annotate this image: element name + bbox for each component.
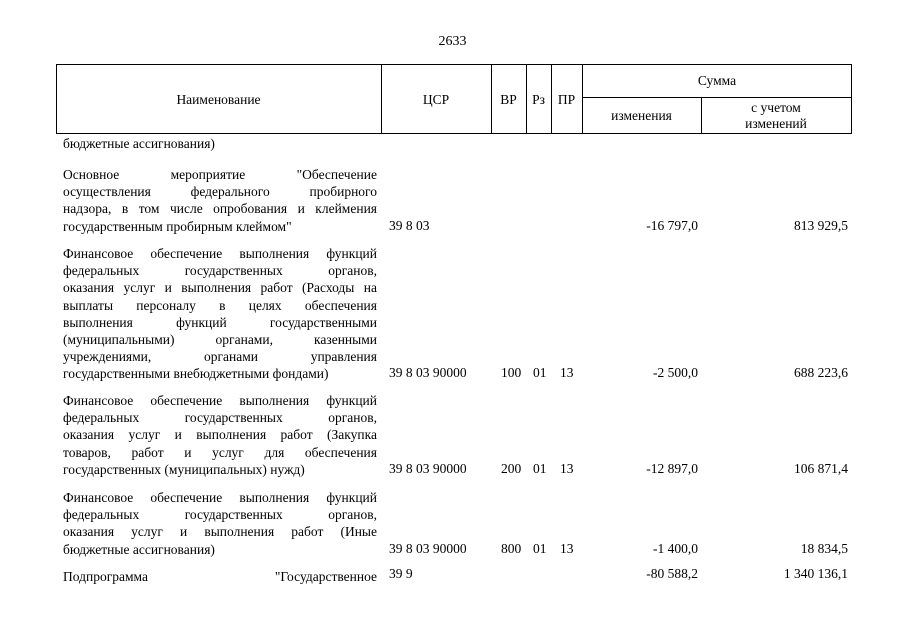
row-vr: 100: [501, 365, 522, 381]
row-name: [63, 489, 377, 558]
row-name-line: государственным пробирным клеймом": [63, 218, 292, 234]
row-name-line: оказания услуг и выполнения работ (Расходы на: [63, 280, 377, 296]
row-rz: 01: [533, 365, 547, 381]
row-name-line: Основное мероприятие "Обеспечение: [63, 167, 377, 182]
row-name: [63, 245, 377, 383]
header-bottom-border: [56, 133, 852, 134]
header-vr: ВР: [500, 92, 517, 107]
row-name-line: Финансовое обеспечение выполнения функций: [63, 393, 377, 408]
row-change: -80 588,2: [646, 566, 698, 581]
row-name-line: федеральных государственных органов,: [63, 507, 377, 523]
row-name-line: Финансовое обеспечение выполнения функций: [63, 246, 377, 261]
header-total: [701, 100, 851, 132]
row-name: [63, 568, 377, 585]
header-total-line2: изменений: [745, 116, 807, 131]
row-csr: 39 8 03 90000: [389, 365, 467, 381]
row-total: 1 340 136,1: [783, 566, 848, 581]
row-total: 813 929,5: [794, 217, 848, 233]
row-name-line: государственных (муниципальных) нужд): [63, 461, 305, 477]
header-top-border: [56, 64, 852, 65]
row-total: 18 834,5: [800, 540, 848, 556]
header-rz: Рз: [532, 92, 545, 107]
row-change: -12 897,0: [646, 460, 698, 476]
row-name: [63, 392, 377, 478]
row-total: 688 223,6: [794, 365, 848, 381]
row-csr: 39 9: [389, 566, 413, 581]
row-name-line: оказания услуг и выполнения работ (Закупка: [63, 427, 377, 443]
row-pr: 13: [560, 460, 574, 476]
row-vr: 200: [501, 460, 522, 476]
row-rz: 01: [533, 540, 547, 556]
header-total-line1: с учетом: [751, 100, 801, 115]
row-rz: 01: [533, 460, 547, 476]
row-name-line: федеральных государственных органов,: [63, 263, 377, 279]
row-name-line: Финансовое обеспечение выполнения функций: [63, 490, 377, 505]
row-pr: 13: [560, 540, 574, 556]
sum-subheader-divider: [582, 97, 852, 98]
header-sum: Сумма: [697, 73, 737, 88]
row-change: -16 797,0: [646, 217, 698, 233]
row-name-line: (муниципальными) органами, казенными: [63, 332, 377, 348]
page-number: 2633: [438, 34, 467, 49]
row-pr: 13: [560, 365, 574, 381]
row-name-line: Подпрограмма "Государственное: [63, 569, 377, 584]
row-total: 106 871,4: [794, 460, 848, 476]
row-name-line: федеральных государственных органов,: [63, 410, 377, 426]
row-name-line: бюджетные ассигнования): [63, 541, 215, 557]
header-change: изменения: [611, 108, 672, 123]
row-name-line: государственными внебюджетными фондами): [63, 366, 329, 382]
header-pr: ПР: [557, 92, 576, 107]
row-csr: 39 8 03 90000: [389, 540, 467, 556]
row-change: -2 500,0: [653, 365, 698, 381]
row-change: -1 400,0: [653, 540, 698, 556]
row-name: [63, 166, 377, 235]
row-name-line: осуществления федерального пробирного: [63, 184, 377, 200]
row-name-line: надзора, в том числе опробования и клеймения: [63, 201, 377, 217]
row-name-line: оказания услуг и выполнения работ (Иные: [63, 524, 377, 540]
header-name: Наименование: [176, 92, 261, 107]
continuation-text: бюджетные ассигнования): [63, 136, 215, 151]
row-name-line: товаров, работ и услуг для обеспечения: [63, 444, 377, 460]
row-vr: 800: [501, 540, 522, 556]
row-csr: 39 8 03: [389, 217, 430, 233]
row-name-line: выполнения функций государственными: [63, 314, 377, 330]
header-csr: ЦСР: [422, 92, 450, 107]
row-name-line: выплаты персоналу в целях обеспечения: [63, 297, 377, 313]
row-csr: 39 8 03 90000: [389, 460, 467, 476]
row-name-line: учреждениями, органами управления: [63, 349, 377, 365]
